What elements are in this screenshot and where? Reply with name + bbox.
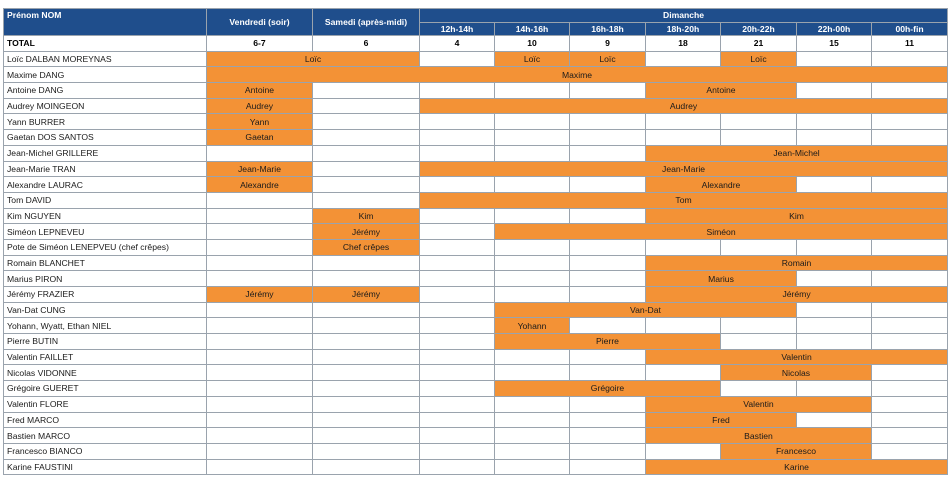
empty-slot [570,365,646,381]
empty-slot [313,271,420,287]
empty-slot [495,130,570,146]
empty-slot [313,83,420,99]
empty-slot [313,114,420,130]
sunday-slot-header: 20h-22h [721,23,797,36]
empty-slot [495,349,570,365]
total-value: 15 [797,36,872,52]
schedule-row [4,381,948,397]
empty-slot [420,318,495,334]
schedule-row [4,130,948,146]
person-name: Jean-Michel GRILLERE [4,145,207,161]
empty-slot [495,208,570,224]
shift-block: Jérémy [646,287,948,303]
person-name: Pierre BUTIN [4,334,207,350]
empty-slot [420,130,495,146]
empty-slot [495,239,570,255]
empty-slot [207,381,313,397]
empty-slot [872,334,948,350]
empty-slot [207,208,313,224]
shift-block: Grégoire [495,381,721,397]
sunday-slot-header: 14h-16h [495,23,570,36]
empty-slot [313,396,420,412]
empty-slot [420,365,495,381]
schedule-row [4,98,948,114]
empty-slot [872,412,948,428]
empty-slot [420,224,495,240]
total-row [4,36,948,52]
shift-block: Alexandre [646,177,797,193]
empty-slot [570,459,646,475]
schedule-row [4,177,948,193]
empty-slot [207,349,313,365]
empty-slot [207,239,313,255]
empty-slot [207,224,313,240]
person-name: Siméon LEPNEVEU [4,224,207,240]
empty-slot [313,443,420,459]
empty-slot [797,271,872,287]
empty-slot [207,428,313,444]
empty-slot [313,255,420,271]
shift-block: Kim [313,208,420,224]
schedule-row [4,51,948,67]
shift-block: Kim [646,208,948,224]
shift-block: Nicolas [721,365,872,381]
person-name: Fred MARCO [4,412,207,428]
person-name: Pote de Siméon LENEPVEU (chef crêpes) [4,239,207,255]
shift-block: Chef crêpes [313,239,420,255]
empty-slot [495,396,570,412]
total-value: 6-7 [207,36,313,52]
empty-slot [797,318,872,334]
empty-slot [646,365,721,381]
person-name: Kim NGUYEN [4,208,207,224]
empty-slot [872,83,948,99]
shift-block: Fred [646,412,797,428]
empty-slot [495,255,570,271]
person-name: Nicolas VIDONNE [4,365,207,381]
empty-slot [797,239,872,255]
empty-slot [797,381,872,397]
empty-slot [872,239,948,255]
empty-slot [313,349,420,365]
empty-slot [313,381,420,397]
shift-block: Alexandre [207,177,313,193]
shift-block: Audrey [420,98,948,114]
empty-slot [646,239,721,255]
person-name: Romain BLANCHET [4,255,207,271]
empty-slot [646,443,721,459]
schedule-row [4,459,948,475]
schedule-row [4,161,948,177]
total-value: 10 [495,36,570,52]
shift-block: Loïc [207,51,420,67]
schedule-row [4,428,948,444]
schedule-row [4,192,948,208]
schedule-row [4,349,948,365]
shift-block: Yann [207,114,313,130]
empty-slot [570,412,646,428]
name-column-header: Prénom NOM [4,9,207,36]
empty-slot [872,443,948,459]
empty-slot [495,83,570,99]
empty-slot [872,396,948,412]
empty-slot [570,349,646,365]
sunday-slot-header: 18h-20h [646,23,721,36]
empty-slot [495,412,570,428]
empty-slot [313,177,420,193]
empty-slot [313,145,420,161]
empty-slot [872,51,948,67]
empty-slot [207,271,313,287]
empty-slot [207,255,313,271]
sunday-header: Dimanche [420,9,948,23]
person-name: Alexandre LAURAC [4,177,207,193]
empty-slot [207,192,313,208]
empty-slot [872,302,948,318]
schedule-row [4,302,948,318]
person-name: Jérémy FRAZIER [4,287,207,303]
total-value: 9 [570,36,646,52]
person-name: Valentin FAILLET [4,349,207,365]
empty-slot [313,161,420,177]
empty-slot [207,334,313,350]
empty-slot [721,130,797,146]
empty-slot [797,334,872,350]
friday-header: Vendredi (soir) [207,9,313,36]
empty-slot [570,287,646,303]
empty-slot [313,365,420,381]
total-value: 11 [872,36,948,52]
empty-slot [420,255,495,271]
person-name: Tom DAVID [4,192,207,208]
empty-slot [420,396,495,412]
empty-slot [570,271,646,287]
person-name: Yann BURRER [4,114,207,130]
person-name: Bastien MARCO [4,428,207,444]
person-name: Valentin FLORE [4,396,207,412]
person-name: Antoine DANG [4,83,207,99]
shift-block: Pierre [495,334,721,350]
schedule-row [4,239,948,255]
empty-slot [797,51,872,67]
empty-slot [207,302,313,318]
sunday-slot-header: 22h-00h [797,23,872,36]
empty-slot [872,114,948,130]
schedule-row [4,365,948,381]
shift-block: Romain [646,255,948,271]
empty-slot [207,365,313,381]
empty-slot [313,459,420,475]
empty-slot [797,114,872,130]
empty-slot [872,381,948,397]
sunday-slot-header: 16h-18h [570,23,646,36]
shift-block: Jérémy [207,287,313,303]
shift-block: Marius [646,271,797,287]
schedule-row [4,443,948,459]
empty-slot [797,412,872,428]
empty-slot [313,318,420,334]
empty-slot [495,145,570,161]
schedule-row [4,255,948,271]
person-name: Karine FAUSTINI [4,459,207,475]
empty-slot [646,318,721,334]
schedule-row [4,83,948,99]
shift-block: Jérémy [313,224,420,240]
shift-block: Loïc [495,51,570,67]
empty-slot [570,208,646,224]
sunday-slot-header: 12h-14h [420,23,495,36]
person-name: Loïc DALBAN MOREYNAS [4,51,207,67]
empty-slot [313,302,420,318]
schedule-row [4,334,948,350]
schedule-row [4,114,948,130]
empty-slot [420,51,495,67]
empty-slot [207,318,313,334]
shift-block: Jérémy [313,287,420,303]
shift-block: Valentin [646,349,948,365]
empty-slot [646,114,721,130]
empty-slot [313,130,420,146]
empty-slot [797,177,872,193]
shift-block: Francesco [721,443,872,459]
empty-slot [872,365,948,381]
empty-slot [420,334,495,350]
empty-slot [420,83,495,99]
empty-slot [872,271,948,287]
total-value: 21 [721,36,797,52]
empty-slot [872,428,948,444]
empty-slot [207,459,313,475]
empty-slot [207,412,313,428]
empty-slot [495,177,570,193]
shift-block: Van-Dat [495,302,797,318]
shift-block: Bastien [646,428,872,444]
empty-slot [570,255,646,271]
empty-slot [420,271,495,287]
empty-slot [872,177,948,193]
shift-block: Karine [646,459,948,475]
empty-slot [420,412,495,428]
empty-slot [721,381,797,397]
empty-slot [495,443,570,459]
empty-slot [570,177,646,193]
empty-slot [570,318,646,334]
empty-slot [872,318,948,334]
schedule-row [4,412,948,428]
saturday-header: Samedi (après-midi) [313,9,420,36]
person-name: Grégoire GUERET [4,381,207,397]
person-name: Audrey MOINGEON [4,98,207,114]
empty-slot [420,145,495,161]
schedule-row [4,145,948,161]
empty-slot [420,287,495,303]
empty-slot [313,98,420,114]
shift-block: Maxime [207,67,948,83]
schedule-row [4,287,948,303]
schedule-table [3,8,948,475]
empty-slot [420,302,495,318]
empty-slot [495,287,570,303]
empty-slot [721,114,797,130]
empty-slot [570,443,646,459]
shift-block: Tom [420,192,948,208]
total-value: 18 [646,36,721,52]
shift-block: Antoine [646,83,797,99]
empty-slot [420,443,495,459]
person-name: Gaetan DOS SANTOS [4,130,207,146]
empty-slot [646,130,721,146]
schedule-row [4,208,948,224]
empty-slot [495,114,570,130]
empty-slot [420,208,495,224]
person-name: Francesco BIANCO [4,443,207,459]
shift-block: Loïc [570,51,646,67]
empty-slot [797,302,872,318]
empty-slot [313,334,420,350]
empty-slot [721,334,797,350]
shift-block: Yohann [495,318,570,334]
empty-slot [570,145,646,161]
schedule-row [4,67,948,83]
shift-block: Siméon [495,224,948,240]
empty-slot [420,349,495,365]
empty-slot [570,114,646,130]
empty-slot [420,459,495,475]
empty-slot [420,177,495,193]
person-name: Maxime DANG [4,67,207,83]
empty-slot [797,130,872,146]
empty-slot [570,239,646,255]
shift-block: Jean-Marie [207,161,313,177]
empty-slot [570,130,646,146]
person-name: Yohann, Wyatt, Ethan NIEL [4,318,207,334]
shift-block: Antoine [207,83,313,99]
empty-slot [207,396,313,412]
empty-slot [797,83,872,99]
shift-block: Loïc [721,51,797,67]
empty-slot [313,192,420,208]
empty-slot [570,396,646,412]
empty-slot [313,412,420,428]
empty-slot [495,459,570,475]
empty-slot [420,381,495,397]
total-value: 4 [420,36,495,52]
empty-slot [420,428,495,444]
empty-slot [495,365,570,381]
schedule-row [4,271,948,287]
empty-slot [495,271,570,287]
shift-block: Valentin [646,396,872,412]
empty-slot [207,145,313,161]
person-name: Jean-Marie TRAN [4,161,207,177]
empty-slot [872,130,948,146]
empty-slot [721,318,797,334]
empty-slot [495,428,570,444]
total-value: 6 [313,36,420,52]
empty-slot [420,239,495,255]
shift-block: Jean-Michel [646,145,948,161]
schedule-row [4,224,948,240]
sunday-slot-header: 00h-fin [872,23,948,36]
shift-block: Audrey [207,98,313,114]
shift-block: Gaetan [207,130,313,146]
person-name: Van-Dat CUNG [4,302,207,318]
shift-block: Jean-Marie [420,161,948,177]
person-name: Marius PIRON [4,271,207,287]
empty-slot [420,114,495,130]
schedule-row [4,396,948,412]
total-label: TOTAL [4,36,207,52]
empty-slot [646,51,721,67]
empty-slot [721,239,797,255]
empty-slot [313,428,420,444]
empty-slot [207,443,313,459]
schedule-row [4,318,948,334]
empty-slot [570,428,646,444]
empty-slot [570,83,646,99]
